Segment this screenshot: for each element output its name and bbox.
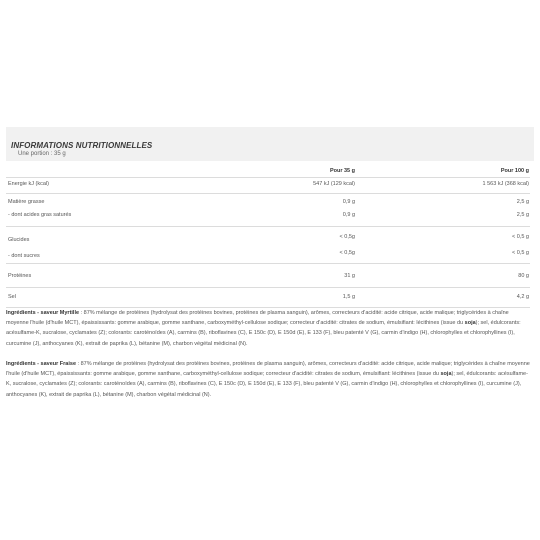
table-row <box>6 199 530 209</box>
value-35g: 0,9 g <box>342 212 355 218</box>
ingredients-myrtille <box>6 308 530 349</box>
ingredients-text: : 87% mélange de protéines (hydrolysat des protéines bovines, protéines de plasma sanguin), arômes, correcteurs d'acidité: acide citrique, acide malique; triglycérides à chaîne moyenne l'huile (d'huile MCT), épaississants: gomme arabique, gomme xanthane, carboxyméthyl-cellulose sodique; correcteur d'acidité: citrates de sodium, émulsifiant: lécithines (issue du <box>6 310 509 327</box>
value-100g: 4,2 g <box>516 294 529 300</box>
row-label: Glucides <box>8 237 30 243</box>
table-divider <box>6 193 530 194</box>
table-row <box>6 212 530 222</box>
allergen-word: soja <box>464 320 476 327</box>
value-35g: 1,5 g <box>342 294 355 300</box>
table-divider <box>6 263 530 264</box>
allergen-word: soja <box>440 371 452 378</box>
row-label: Energie kJ (kcal) <box>8 181 49 187</box>
value-100g: < 0,5 g <box>512 234 529 240</box>
value-35g: 31 g <box>344 273 355 279</box>
value-100g: 80 g <box>518 273 529 279</box>
value-35g: < 0,5g <box>339 234 355 240</box>
table-divider <box>6 287 530 288</box>
table-row <box>6 234 530 244</box>
row-label: - dont acides gras saturés <box>8 212 72 218</box>
value-100g: < 0,5 g <box>512 250 529 256</box>
value-100g: 2,5 g <box>516 199 529 205</box>
portion-size: Une portion : 35 g <box>18 151 66 157</box>
value-100g: 2,5 g <box>516 212 529 218</box>
page-title: INFORMATIONS NUTRITIONNELLES <box>11 141 153 150</box>
column-header-35g: Pour 35 g <box>329 168 355 174</box>
table-row <box>6 273 530 283</box>
row-label: Sel <box>8 294 16 300</box>
table-divider <box>6 226 530 227</box>
value-35g: 547 kJ (129 kcal) <box>313 181 355 187</box>
column-header-100g: Pour 100 g <box>500 168 529 174</box>
ingredients-text: ); sel, édulcorants: acésulfame-K, sucralose, cyclamates (Z); colorants: caroténoïdes (A), carmins (B), riboflavines (C), E 150c (D), E 150d (E), E 133 (F), bleu patenté V (G), carmin d'indigo (H), chlorophylles et chlorophyllines (I), curcumine (J), anthocyanes (K), extrait de paprika (L), bétanine (M), charbon végétal médicinal (N). <box>6 371 528 398</box>
table-row <box>6 294 530 304</box>
row-label: Matière grasse <box>8 199 45 205</box>
row-label: - dont sucres <box>8 253 40 259</box>
value-35g: < 0,5g <box>339 250 355 256</box>
ingredients-heading: Ingrédients - saveur Myrtille <box>6 310 80 316</box>
table-row <box>6 181 530 191</box>
ingredients-heading: Ingrédients - saveur Fraise <box>6 361 76 367</box>
ingredients-fraise <box>6 359 530 400</box>
value-100g: 1 563 kJ (368 kcal) <box>482 181 529 187</box>
value-35g: 0,9 g <box>342 199 355 205</box>
table-row <box>6 250 530 260</box>
ingredients-text: : 87% mélange de protéines (hydrolysat des protéines bovines, protéines de plasma sanguin), arômes, correcteurs d'acidité: acide citrique, acide malique; triglycérides à chaîne moyenne l'huile (d'huile MCT), épaississants: gomme arabique, gomme xanthane, carboxyméthyl-cellulose sodique; correcteur d'acidité: citrates de sodium, émulsifiant: lécithines (issue du <box>6 361 530 378</box>
table-divider <box>6 177 530 178</box>
row-label: Protéines <box>8 273 32 279</box>
ingredients-text: ); sel, édulcorants: acésulfame-K, sucralose, cyclamates (Z); colorants: caroténoïdes (A), carmins (B), riboflavines (C), E 150c (D), E 150d (E), E 133 (F), bleu patenté V (G), carmin d'indigo (H), chlorophylles et chlorophyllines (I), curcumine (J), anthocyanes (K), extrait de paprika (L), bétanine (M), charbon végétal médicinal (N). <box>6 320 521 347</box>
